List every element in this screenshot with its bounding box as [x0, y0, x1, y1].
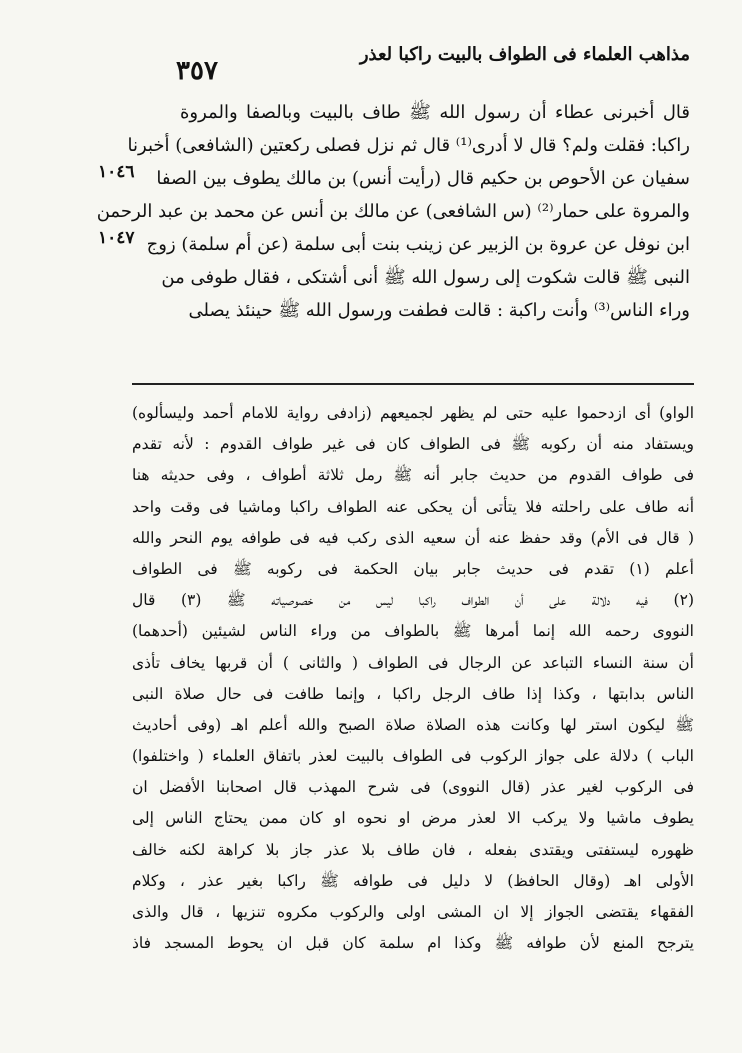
main-line: وراء الناس⁽³⁾ وأنت راكبة : قالت فطفت ورسول الله ﷺ حينئذ يصلى — [188, 300, 690, 321]
footnote-divider — [132, 383, 694, 385]
footnote-line: أن سنة النساء التباعد عن الرجال فى الطواف ( والثانى ) أن قربها يخاف تأذى — [132, 653, 694, 672]
footnotes — [132, 398, 694, 959]
main-line: والمروة على حمار⁽²⁾ (س الشافعى) عن مالك بن أنس عن محمد بن عبد الرحمن — [96, 201, 690, 222]
footnote-line: يطوف ماشيا ولا يركب الا لعذر مرض او نحوه او كان ممن يحتاج الناس إلى — [132, 809, 694, 828]
footnote-line: الفقهاء يقتضى الجواز إلا ان المشى اولى والركوب مكروه تنزيها ، قال والذى — [132, 903, 694, 921]
main-line: النبى ﷺ قالت شكوت إلى رسول الله ﷺ أنى أشتكى ، فقال طوفى من — [161, 267, 690, 288]
main-line: قال أخبرنى عطاء أن رسول الله ﷺ طاف بالبيت وبالصفا والمروة — [180, 102, 690, 123]
hadith-number: ١٠٤٦ — [98, 162, 135, 182]
main-line: ابن نوفل عن عروة بن الزبير عن زينب بنت أبى سلمة (عن أم سلمة) زوج — [146, 234, 690, 255]
footnote-line: الواو) أى ازدحموا عليه حتى لم يظهر لجميعهم (زادفى رواية للامام أحمد وليسألوه) — [132, 404, 694, 422]
footnote-line: الباب ) دلالة على جواز الركوب فى الطواف بالبيت لعذر باتفاق العلماء ( واختلفوا) — [132, 747, 694, 766]
footnote-line: ويستفاد منه أن ركوبه ﷺ فى الطواف كان فى غير طواف القدوم : لأنه تقدم — [132, 435, 694, 454]
footnote-line: (٢) فيه دلالة على أن الطواف راكبا ليس من خصوصياته ﷺ (٣) قال — [132, 591, 694, 610]
footnote-line: أعلم (١) تقدم فى حديث جابر بيان الحكمة فى ركوبه ﷺ فى الطواف — [132, 559, 694, 578]
main-line: سفيان عن الأحوص بن حكيم قال (رأيت أنس) بن مالك يطوف بين الصفا — [156, 168, 690, 189]
footnote-line: فى طواف القدوم من حديث جابر أنه ﷺ رمل ثلاثة أطواف ، وفى حديثه هنا — [132, 466, 694, 485]
footnote-line: الأولى اهـ (وقال الحافظ) لا دليل فى طوافه ﷺ راكبا بغير عذر ، وكلام — [132, 871, 694, 890]
footnote-line: ( قال فى الأم) وقد حفظ عنه أن سعيه الذى ركب فيه فى طوافه يوم النحر والله — [132, 528, 694, 547]
footnote-line: النووى رحمه الله إنما أمرها ﷺ بالطواف من وراء الناس لشيئين (أحدهما) — [132, 622, 694, 641]
footnote-line: فى الركوب لغير عذر (قال النووى) فى شرح المهذب قال اصحابنا الأفضل ان — [132, 778, 694, 797]
hadith-number: ١٠٤٧ — [98, 228, 135, 248]
main-line: راكبا: فقلت ولم؟ قال لا أدرى⁽¹⁾ قال ثم نزل فصلى ركعتين (الشافعى) أخبرنا — [127, 135, 690, 156]
footnote-line: يترجح المنع لأن طوافه ﷺ وكذا ام سلمة كان قبل ان يحوط المسجد فاذ — [132, 934, 694, 953]
page-number: ٣٥٧ — [176, 56, 218, 86]
footnote-line: ﷺ ليكون استر لها وكانت هذه الصلاة صلاة الصبح والله أعلم اهـ (وفى أحاديث — [132, 715, 694, 734]
running-title: مذاهب العلماء فى الطواف بالبيت راكبا لعذر — [359, 44, 690, 65]
footnote-line: أنه طاف على راحلته فلا يتأتى أن يحكى عنه الطواف راكبا وماشيا فى وقت واحد — [132, 497, 694, 516]
footnote-line: ظهوره ليستفتى ويقتدى بفعله ، فان طاف بلا عذر جاز بلا كراهة لكنه خالف — [132, 840, 694, 859]
footnote-line: الناس بدابتها ، وكذا إذا طاف الرجل راكبا ، وإنما طافت فى حال صلاة النبى — [132, 684, 694, 703]
